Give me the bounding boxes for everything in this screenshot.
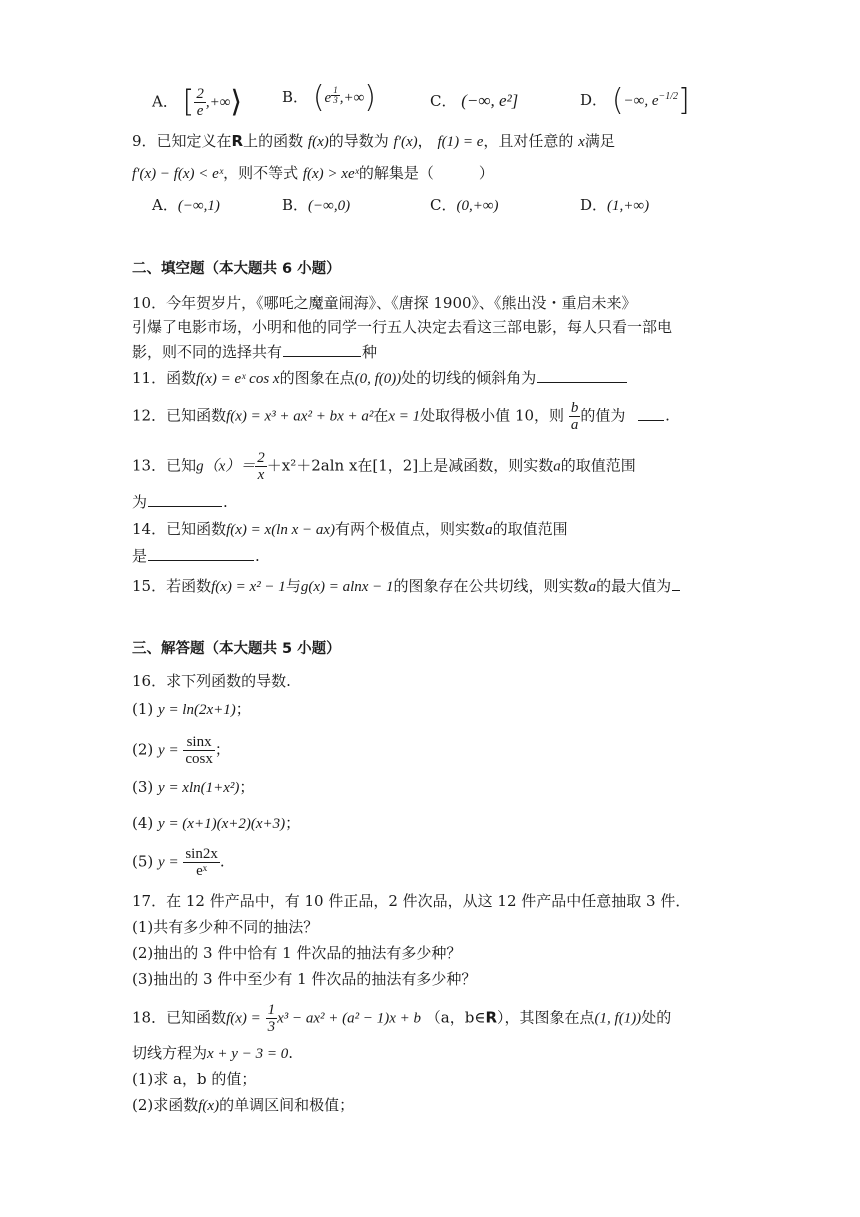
q9-option-d: D．(1,+∞): [580, 196, 650, 214]
q12: 12．已知函数f(x) = x³ + ax² + bx + a²在x = 1处取得极小值 10，则 $\frac{b}{a}$ 的值为 .: [132, 400, 670, 433]
q8-option-d: D． (−∞, $e^{-1/2}$]: [580, 83, 690, 118]
section-2-heading: 二、填空题（本大题共 6 小题）: [132, 261, 341, 277]
q8-option-b: B． (e $\frac{1}{3}$ ,+∞): [282, 80, 376, 115]
q15-answer-blank[interactable]: [672, 574, 680, 591]
q16-item-2: (2) y = $\frac{\sin x}{\cos x}$ ；: [132, 734, 230, 767]
q15: 15．若函数f(x) = x² − 1与g(x) = alnx − 1的图象存在公共切线，则实数a的最大值为: [132, 574, 681, 598]
q10-line-2: 引爆了电影市场，小明和他的同学一行五人决定去看这三部电影，每人只看一部电: [132, 318, 673, 336]
q17-item-3: (3)抽出的 3 件中至少有 1 件次品的抽法有多少种？: [132, 970, 477, 988]
q18-line-2: 切线方程为x + y − 3 = 0.: [132, 1044, 293, 1062]
q16-item-3: (3) y = xln(1+x²)；: [132, 778, 255, 796]
q16-title: 16．求下列函数的导数.: [132, 672, 291, 690]
q16-item-5: (5) y = $\frac{\sin 2x}{\text{eˣ}}$ .: [132, 846, 225, 879]
q12-answer-blank[interactable]: [638, 404, 664, 421]
q14-line-1: 14．已知函数f(x) = x(ln x − ax)有两个极值点，则实数a的取值范围: [132, 520, 568, 538]
q18-item-2: (2)求函数f(x)的单调区间和极值；: [132, 1096, 355, 1114]
q9-option-a: A．(−∞,1): [152, 196, 220, 214]
q17-title: 17．在 12 件产品中，有 10 件正品，2 件次品，从这 12 件产品中任意抽取 3 件．: [132, 892, 691, 910]
q8-option-c: C． (−∞, e²]: [430, 91, 519, 110]
q16-item-1: (1) y = ln(2x+1)；: [132, 700, 251, 718]
q10-answer-blank[interactable]: [283, 340, 361, 357]
q9-line-1: 9．已知定义在R上的函数 f(x)的导数为 f′(x)， f(1) = e，且对任意的 x满足: [132, 132, 615, 150]
q10-line-1: 10．今年贺岁片，《哪吒之魔童闹海》、《唐探 1900》、《熊出没・重启未来》: [132, 294, 637, 312]
q14-line-2: 是 .: [132, 544, 260, 567]
q17-item-2: (2)抽出的 3 件中恰有 1 件次品的抽法有多少种？: [132, 944, 462, 962]
q13-answer-blank[interactable]: [148, 490, 222, 507]
q18-item-1: (1)求 a，b 的值；: [132, 1070, 257, 1088]
q11: 11．函数f(x) = eˣ cos x的图象在点(0, f(0))处的切线的倾斜角为: [132, 366, 628, 390]
section-3-heading: 三、解答题（本大题共 5 小题）: [132, 641, 341, 657]
q13-line-2: 为 .: [132, 490, 228, 513]
q14-answer-blank[interactable]: [148, 544, 254, 561]
q9-option-b: B．(−∞,0): [282, 196, 351, 214]
q9-line-2: f′(x) − f(x) < eˣ，则不等式 f(x) > xeˣ的解集是（ ）: [132, 164, 494, 182]
q10-line-3: 影，则不同的选择共有 种: [132, 340, 377, 363]
q8-option-a: A． [ $\frac{2}{e}$ ,+∞⟩: [152, 84, 243, 120]
q17-item-1: (1)共有多少种不同的抽法？: [132, 918, 319, 936]
q9-option-c: C．(0,+∞): [430, 196, 499, 214]
q11-answer-blank[interactable]: [537, 366, 627, 383]
q18-line-1: 18．已知函数f(x) = $\frac{1}{3}$ x³ − ax² + (a² − 1)x + b （a，b∈R），其图象在点(1, f(1))处的: [132, 1002, 672, 1035]
q16-item-4: (4) y = (x+1)(x+2)(x+3)；: [132, 814, 301, 832]
q13-line-1: 13．已知g（x）＝ $\frac{2}{x}$ ＋x²＋2aln x在[1，2]上是减函数，则实数a的取值范围: [132, 450, 636, 483]
